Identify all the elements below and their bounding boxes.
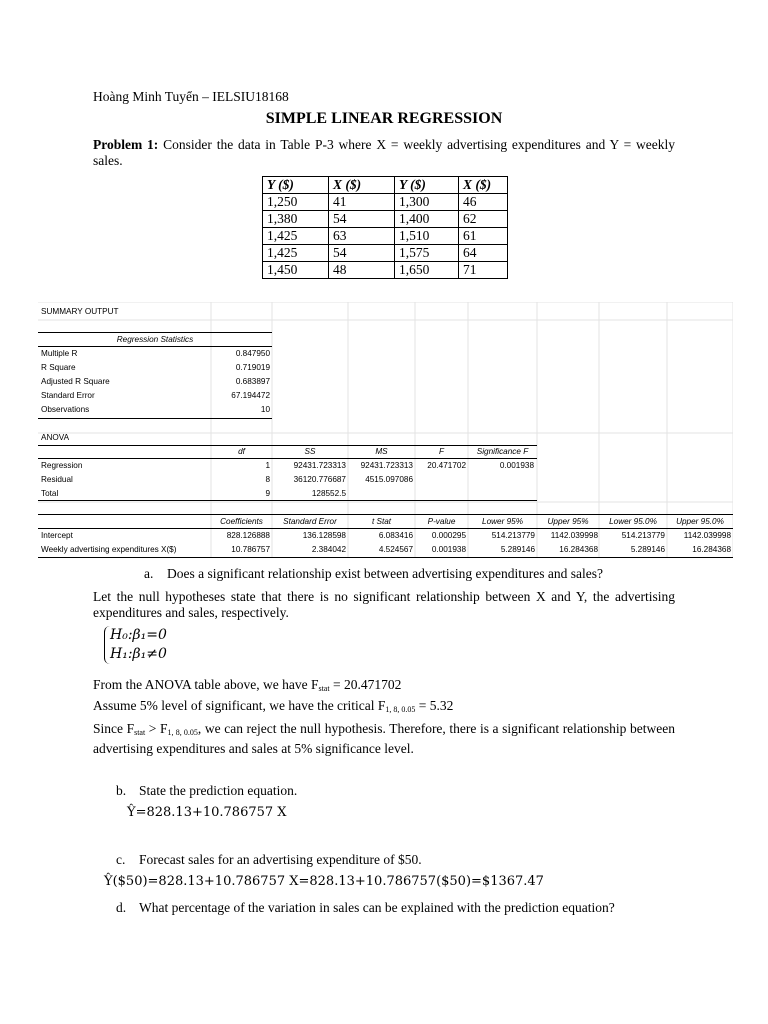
- coef-header: Standard Error: [283, 517, 337, 526]
- coef-cell: 828.126888: [226, 531, 270, 540]
- table-cell: 54: [329, 245, 395, 262]
- coef-cell: 4.524567: [378, 545, 413, 554]
- reg-stat-label: Adjusted R Square: [41, 377, 110, 386]
- coef-cell: 10.786757: [231, 545, 270, 554]
- anova-header: F: [438, 447, 444, 456]
- conclusion-paragraph: [93, 721, 675, 757]
- part-b-marker: b.: [116, 783, 127, 798]
- anova-header: MS: [375, 447, 388, 456]
- anova-cell: 92431.723313: [293, 461, 346, 470]
- coef-header: P-value: [427, 517, 456, 526]
- coef-header: Coefficients: [220, 517, 263, 526]
- coef-row-label: Weekly advertising expenditures X($): [41, 545, 177, 554]
- coef-cell: 1142.039998: [683, 531, 731, 540]
- table-row: [263, 228, 508, 245]
- author-line: Hoàng Minh Tuyển – IELSIU18168: [93, 89, 289, 104]
- anova-cell: 92431.723313: [360, 461, 413, 470]
- table-row: [263, 262, 508, 279]
- concl-1: Since F: [93, 721, 135, 736]
- table-cell: 71: [459, 262, 508, 279]
- document-title: SIMPLE LINEAR REGRESSION: [265, 110, 503, 127]
- table-cell: 62: [459, 211, 508, 228]
- table-header-row: [263, 177, 508, 194]
- summary-title: SUMMARY OUTPUT: [41, 307, 119, 316]
- forecast-equation: Ŷ($50)=828.13+10.786757 X=828.13+10.786757($50)=$1367.47: [104, 874, 544, 889]
- part-d-marker: d.: [116, 900, 127, 915]
- table-cell: 48: [329, 262, 395, 279]
- crit-prefix: Assume 5% level of significant, we have the critical F: [93, 698, 386, 713]
- reg-stat-value: 10: [260, 405, 270, 414]
- f-stat-suffix: = 20.471702: [329, 677, 402, 692]
- f-stat-line: [93, 677, 401, 693]
- coef-header: Upper 95%: [547, 517, 589, 526]
- anova-header: df: [238, 447, 245, 456]
- reg-stat-label: Multiple R: [41, 349, 78, 358]
- part-d-question: What percentage of the variation in sales can be explained with the prediction equation?: [139, 900, 615, 915]
- part-c-question: Forecast sales for an advertising expenditure of $50.: [139, 852, 422, 867]
- table-cell: 1,510: [395, 228, 459, 245]
- table-cell: 63: [329, 228, 395, 245]
- h0: H₀:β₁=0: [110, 627, 167, 643]
- table-cell: 64: [459, 245, 508, 262]
- part-a-marker: a.: [144, 566, 154, 581]
- table-header: X ($): [329, 177, 395, 194]
- table-row: [263, 194, 508, 211]
- reg-stat-value: 67.194472: [231, 391, 270, 400]
- problem-text: Consider the data in Table P-3 where X = weekly advertising expenditures and Y = weekly sales.: [93, 137, 675, 168]
- coef-cell: 514.213779: [621, 531, 665, 540]
- part-a-hypothesis-text: Let the null hypotheses state that there is no significant relationship between X and Y, the advertising expenditures and sales, respectively.: [93, 589, 675, 620]
- table-row: [263, 211, 508, 228]
- anova-cell: 128552.5: [311, 489, 346, 498]
- divider: [38, 514, 733, 515]
- data-table: [262, 176, 508, 279]
- anova-cell: 0.001938: [499, 461, 534, 470]
- crit-suffix: = 5.32: [415, 698, 454, 713]
- anova-cell: 20.471702: [427, 461, 466, 470]
- divider: [38, 557, 733, 558]
- coef-cell: 5.289146: [630, 545, 665, 554]
- table-cell: 1,650: [395, 262, 459, 279]
- coef-cell: 16.284368: [692, 545, 731, 554]
- table-cell: 1,425: [263, 228, 329, 245]
- table-cell: 1,300: [395, 194, 459, 211]
- table-cell: 1,425: [263, 245, 329, 262]
- reg-stat-label: R Square: [41, 363, 76, 372]
- summary-output: [38, 302, 733, 558]
- concl-sub2: 1, 8, 0.05: [167, 728, 198, 737]
- crit-sub: 1, 8, 0.05: [385, 705, 416, 714]
- coef-cell: 1142.039998: [550, 531, 598, 540]
- anova-header: Significance F: [476, 447, 529, 456]
- divider: [38, 332, 272, 333]
- reg-stat-label: Standard Error: [41, 391, 95, 400]
- problem-label: Problem 1:: [93, 137, 159, 152]
- divider: [38, 418, 272, 419]
- concl-3: , we can reject the null hypothesis. Therefore, there is a significant relationship between advertising expenditures and sales at 5% significance level.: [93, 721, 675, 756]
- coef-header: Upper 95.0%: [676, 517, 724, 526]
- divider: [38, 445, 537, 446]
- reg-stat-value: 0.847950: [235, 349, 270, 358]
- table-header: Y ($): [395, 177, 459, 194]
- anova-cell: 4515.097086: [365, 475, 413, 484]
- table-header: X ($): [459, 177, 508, 194]
- table-cell: 54: [329, 211, 395, 228]
- part-a-question: Does a significant relationship exist between advertising expenditures and sales?: [167, 566, 603, 581]
- coef-cell: 5.289146: [500, 545, 535, 554]
- table-cell: 1,450: [263, 262, 329, 279]
- anova-cell: 8: [265, 475, 270, 484]
- table-cell: 61: [459, 228, 508, 245]
- divider: [38, 528, 733, 529]
- anova-cell: 9: [265, 489, 270, 498]
- h1: H₁:β₁≠0: [110, 646, 167, 662]
- coef-cell: 2.384042: [311, 545, 346, 554]
- table-row: [263, 245, 508, 262]
- part-b-question: State the prediction equation.: [139, 783, 298, 798]
- table-header: Y ($): [263, 177, 329, 194]
- anova-header: SS: [304, 447, 316, 456]
- coef-header: t Stat: [371, 517, 392, 526]
- f-stat-prefix: From the ANOVA table above, we have F: [93, 677, 319, 692]
- coef-cell: 514.213779: [491, 531, 535, 540]
- divider: [38, 500, 537, 501]
- divider: [38, 346, 272, 347]
- f-stat-sub: stat: [318, 684, 330, 693]
- table-cell: 1,400: [395, 211, 459, 228]
- table-cell: 46: [459, 194, 508, 211]
- anova-cell: 1: [265, 461, 270, 470]
- divider: [38, 458, 537, 459]
- coef-cell: 16.284368: [559, 545, 598, 554]
- anova-row-label: Regression: [41, 461, 83, 470]
- table-cell: 1,575: [395, 245, 459, 262]
- concl-sub1: stat: [134, 728, 146, 737]
- reg-stats-header: Regression Statistics: [116, 335, 194, 344]
- coef-cell: 136.128598: [302, 531, 346, 540]
- anova-title: ANOVA: [41, 433, 70, 442]
- coef-cell: 0.001938: [431, 545, 466, 554]
- anova-row-label: Residual: [41, 475, 73, 484]
- anova-cell: 36120.776687: [293, 475, 346, 484]
- anova-row-label: Total: [41, 489, 59, 498]
- coef-header: Lower 95%: [482, 517, 523, 526]
- coef-cell: 6.083416: [378, 531, 413, 540]
- problem-statement: [93, 137, 675, 169]
- reg-stat-value: 0.683897: [235, 377, 270, 386]
- concl-2: > F: [145, 721, 168, 736]
- reg-stat-value: 0.719019: [235, 363, 270, 372]
- reg-stat-label: Observations: [41, 405, 90, 414]
- table-cell: 41: [329, 194, 395, 211]
- coef-row-label: Intercept: [41, 531, 73, 540]
- coef-header: Lower 95.0%: [609, 517, 657, 526]
- prediction-equation: Ŷ=828.13+10.786757 X: [127, 805, 287, 820]
- part-c-marker: c.: [116, 852, 126, 867]
- coef-cell: 0.000295: [431, 531, 466, 540]
- critical-f-line: [93, 698, 453, 714]
- table-cell: 1,380: [263, 211, 329, 228]
- table-cell: 1,250: [263, 194, 329, 211]
